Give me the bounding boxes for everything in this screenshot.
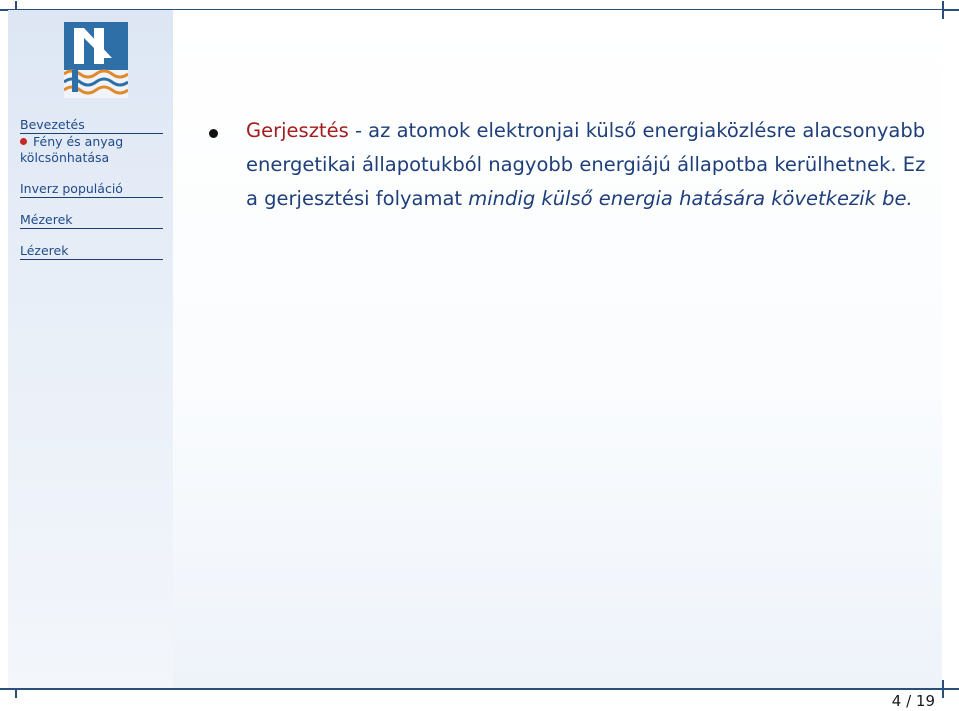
slide-content — [209, 114, 929, 216]
university-logo — [64, 22, 128, 98]
nav-item-feny-es-anyag[interactable] — [20, 134, 163, 166]
slide-background — [173, 10, 942, 688]
sidebar — [8, 10, 173, 688]
bullet-text: - az atomok elektronjai külső energiaközlésre alacsonyabb energetikai állapotukból nagyobb energiájú állapotba kerülhetnek. Ez a gerjesztési folyamat — [246, 119, 926, 210]
active-section-dot-icon — [20, 138, 27, 145]
bottom-right-tick — [942, 680, 944, 698]
term-gerjesztes: Gerjesztés — [246, 119, 349, 142]
bullet-paragraph — [246, 114, 929, 216]
nav-item-inverz-populacio[interactable]: Inverz populáció — [20, 181, 163, 198]
top-right-tick — [942, 1, 944, 19]
nav-item-feny-line2: kölcsönhatása — [20, 150, 110, 165]
nav-item-feny-line1: Fény és anyag — [33, 134, 124, 149]
nav-item-mezerek[interactable]: Mézerek — [20, 212, 163, 229]
bullet-emphasis: mindig külső energia hatására következik be. — [468, 187, 913, 210]
bullet-icon — [209, 129, 218, 138]
nav-item-bevezetes[interactable]: Bevezetés — [20, 117, 163, 134]
page-number: 4 / 19 — [891, 692, 935, 710]
nav-item-lezerek[interactable]: Lézerek — [20, 243, 163, 260]
bottom-frame-line — [0, 688, 959, 690]
